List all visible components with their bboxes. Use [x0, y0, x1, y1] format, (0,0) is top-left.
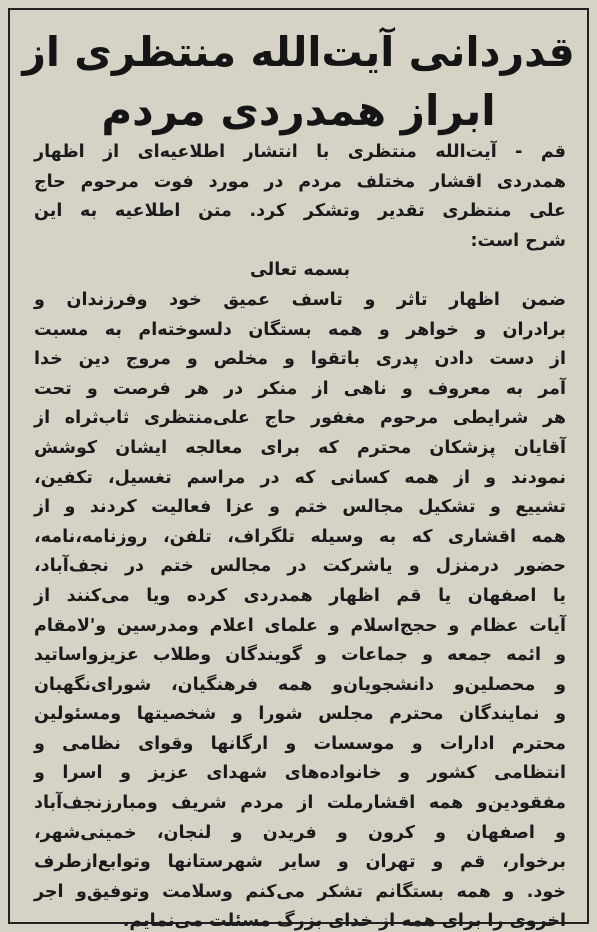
article-body — [34, 138, 566, 932]
body-line: قم - آیت‌الله منتظری با انتشار اطلاعیه‌ای از اظهار — [34, 142, 566, 162]
body-line: آمر به معروف و ناهی از منکر در هر فرصت و تحت — [34, 378, 566, 399]
body-line: یا اصفهان یا قم اظهار همدردی کرده ویا می‌کنند از — [34, 585, 566, 606]
body-line: خود. و همه بستگانم تشکر می‌کنم وسلامت وتوفیق‌و اجر — [34, 881, 566, 902]
body-line: و ائمه جمعه و جماعات و گویندگان وطلاب عزیزواساتید — [34, 645, 566, 666]
basmala-line: بسمه تعالی — [249, 260, 351, 281]
body-line: آیات عظام و حجج‌اسلام و علمای اعلام ومدرسین و'لامقام — [34, 615, 566, 636]
body-line: هر شرایطی مرحوم مغفور حاج علی‌منتظری ثاب‌ثراه از — [34, 408, 566, 429]
body-line: علی منتظری تقدیر وتشکر کرد. متن اطلاعیه به این — [34, 201, 566, 222]
body-line: حضور درمنزل و یاشرکت در مجالس ختم در نجف‌آباد، — [34, 556, 566, 577]
body-line: اخروی را برای همه از خدای بزرگ مسئلت می‌نمایم. — [122, 911, 566, 932]
body-line: و محصلین‌و دانشجویان‌و همه فرهنگیان، شورای‌نگهبان — [34, 674, 566, 695]
body-line: انتظامی کشور و خانواده‌های شهدای عزیز و اسرا و — [34, 763, 566, 784]
body-line: برادران و خواهر و همه بستگان دلسوخته‌ام به مسبت — [34, 319, 566, 340]
body-line: همدردی اقشار مختلف مردم در مورد فوت مرحوم حاج — [34, 171, 566, 192]
body-line: ضمن اظهار تاثر و تاسف عمیق خود وفرزندان و — [34, 289, 566, 310]
body-line: از دست دادن پدری باتقوا و مخلص و مروج دین خدا — [34, 349, 566, 370]
body-line: برخوار، قم و تهران و سایر شهرستانها وتوابع‌ازطرف — [34, 852, 566, 873]
body-line: همه اقشاری که به وسیله تلگراف، تلفن، روزنامه،نامه، — [34, 526, 566, 547]
body-line: تشییع و تشکیل مجالس ختم و عزا فعالیت کردند و از — [34, 497, 566, 518]
headline-line-2: ابراز همدردی مردم — [101, 86, 496, 135]
body-line: آقایان پزشکان محترم که برای معالجه ایشان کوشش — [34, 437, 566, 458]
body-line: و نمایندگان محترم مجلس شورا و شخصیتها ومسئولین — [34, 704, 566, 725]
headline-line-1: قدردانی آیت‌الله منتظری از — [22, 28, 575, 76]
body-line: محترم ادارات و موسسات و ارگانها وقوای نظامی و — [34, 733, 566, 754]
body-line: مفقودین‌و همه اقشارملت از مردم شریف ومبارزنجف‌آباد — [34, 793, 566, 814]
body-line: و اصفهان و کرون و فریدن و لنجان، خمینی‌شهر، — [34, 822, 566, 843]
body-line: شرح است: — [470, 230, 566, 251]
body-line: نمودند و از همه کسانی که در مراسم تغسیل، تکفین، — [34, 467, 566, 488]
